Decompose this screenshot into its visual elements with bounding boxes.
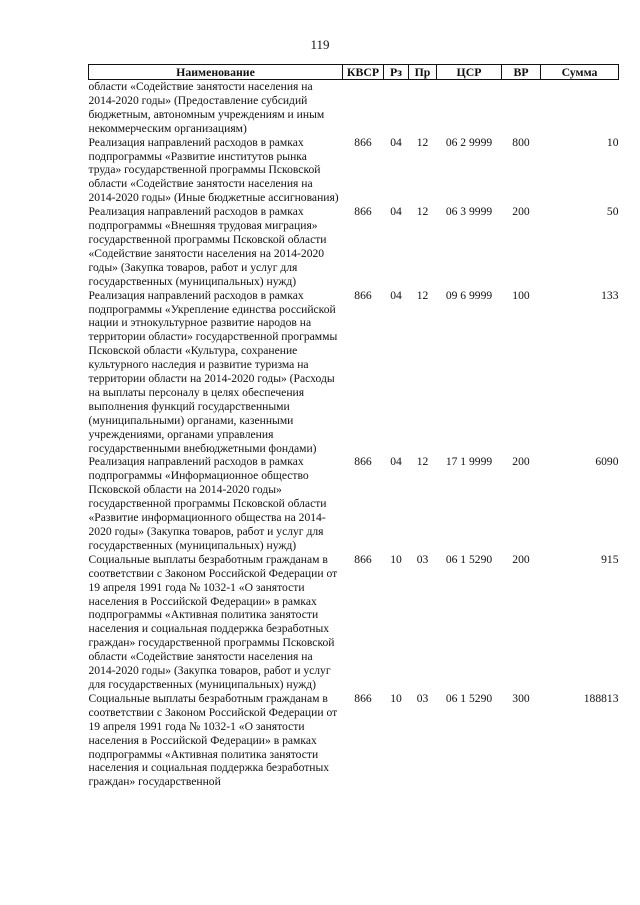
row-vr-cell: 200 <box>512 552 530 566</box>
row-vr-cell: 100 <box>512 288 530 302</box>
row-pr-cell <box>409 80 437 136</box>
row-rz-cell: 10 <box>390 691 402 705</box>
row-kvsr-cell: 866 <box>354 288 372 302</box>
row-rz-cell: 04 <box>390 288 402 302</box>
row-sum-cell: 915 <box>601 552 619 566</box>
row-rz-cell <box>384 80 409 136</box>
budget-table <box>88 64 619 789</box>
row-vr-cell: 200 <box>512 455 530 469</box>
row-kvsr-cell: 866 <box>354 552 372 566</box>
table-body <box>89 80 619 790</box>
header-csr: ЦСР <box>437 65 502 80</box>
table-header-row <box>89 65 619 80</box>
row-csr-cell: 09 6 9999 <box>445 288 493 302</box>
row-name-cell: Социальные выплаты безработным гражданам в соответствии с Законом Российской Федерации от 19 апреля 1991 года № 1032-1 «О занятости населения в Российской Федерации» в рамках подпрограммы «Активная политика занятости населения и социальная поддержка безработных граждан» государственной программы Псковской области «Содействие занятости населения на 2014-2020 годы» (Закупка товаров, работ и услуг для государственных (муниципальных) нужд) <box>88 552 338 691</box>
header-vr: ВР <box>502 65 541 80</box>
table-row <box>89 80 619 136</box>
row-rz-cell: 04 <box>390 455 402 469</box>
table-row <box>89 205 619 288</box>
row-name-cell: Реализация направлений расходов в рамках подпрограммы «Укрепление единства российской нации и этнокультурное развитие народов на территории области» государственной программы Псковской области «Культура, сохранение культурного наследия и развитие туризма на территории области на 2014-2020 годы» (Расходы на выплаты персоналу в целях обеспечения выполнения функций государственными (муниципальными) органами, казенными учреждениями, органами управления государственными внебюджетными фондами) <box>88 288 338 455</box>
row-csr-cell: 06 1 5290 <box>445 691 493 705</box>
table-row <box>89 455 619 552</box>
row-sum-cell: 6090 <box>595 455 619 469</box>
row-sum-cell: 10 <box>606 135 619 149</box>
row-rz-cell: 04 <box>390 205 402 219</box>
header-rz: Рз <box>384 65 409 80</box>
header-sum: Сумма <box>541 65 619 80</box>
row-csr-cell: 17 1 9999 <box>445 455 493 469</box>
row-pr-cell: 12 <box>416 288 429 302</box>
row-kvsr-cell: 866 <box>354 691 372 705</box>
row-pr-cell: 03 <box>416 691 429 705</box>
table-row <box>89 289 619 456</box>
page-number: 119 <box>310 37 330 52</box>
row-csr-cell: 06 3 9999 <box>445 205 493 219</box>
row-kvsr-cell <box>343 80 384 136</box>
row-sum-cell: 50 <box>606 205 619 219</box>
row-kvsr-cell: 866 <box>354 135 372 149</box>
header-kvsr: КВСР <box>343 65 384 80</box>
row-csr-cell: 06 1 5290 <box>445 552 493 566</box>
row-sum-cell <box>541 80 619 136</box>
row-name-cell: Реализация направлений расходов в рамках подпрограммы «Информационное общество Псковской области на 2014-2020 годы» государственной программы Псковской области «Развитие информационного общества на 2014-2020 годы» (Закупка товаров, работ и услуг для государственных (муниципальных) нужд) <box>88 455 327 552</box>
row-name-cell: Реализация направлений расходов в рамках подпрограммы «Внешняя трудовая миграция» государственной программы Псковской области «Содействие занятости населения на 2014-2020 годы» (Закупка товаров, работ и услуг для государственных (муниципальных) нужд) <box>88 205 327 288</box>
header-pr: Пр <box>409 65 437 80</box>
header-name: Наименование <box>89 65 343 80</box>
row-csr-cell <box>437 80 502 136</box>
row-vr-cell: 300 <box>512 691 530 705</box>
row-name-cell: Социальные выплаты безработным гражданам в соответствии с Законом Российской Федерации от 19 апреля 1991 года № 1032-1 «О занятости населения в Российской Федерации» в рамках подпрограммы «Активная политика занятости населения и социальная поддержка безработных граждан» государственной <box>88 691 338 789</box>
row-name-cell: Реализация направлений расходов в рамках подпрограммы «Развитие институтов рынка труда» государственной программы Псковской области «Содействие занятости населения на 2014-2020 годы» (Иные бюджетные ассигнования) <box>88 135 339 205</box>
row-pr-cell: 12 <box>416 455 429 469</box>
row-vr-cell: 200 <box>512 205 530 219</box>
row-pr-cell: 03 <box>416 552 429 566</box>
row-kvsr-cell: 866 <box>354 205 372 219</box>
table-row <box>89 692 619 789</box>
row-rz-cell: 10 <box>390 552 402 566</box>
row-sum-cell: 188813 <box>583 691 619 705</box>
row-rz-cell: 04 <box>390 135 402 149</box>
row-vr-cell: 800 <box>512 135 530 149</box>
row-pr-cell: 12 <box>416 205 429 219</box>
row-csr-cell: 06 2 9999 <box>445 135 493 149</box>
table-row <box>89 553 619 692</box>
row-sum-cell: 133 <box>601 288 619 302</box>
row-pr-cell: 12 <box>416 135 429 149</box>
row-name-cell: области «Содействие занятости населения на 2014-2020 годы» (Предоставление субсидий бюджетным, автономным учреждениям и иным некоммерческим организациям) <box>88 80 325 135</box>
table-row <box>89 136 619 206</box>
row-vr-cell <box>502 80 541 136</box>
row-kvsr-cell: 866 <box>354 455 372 469</box>
